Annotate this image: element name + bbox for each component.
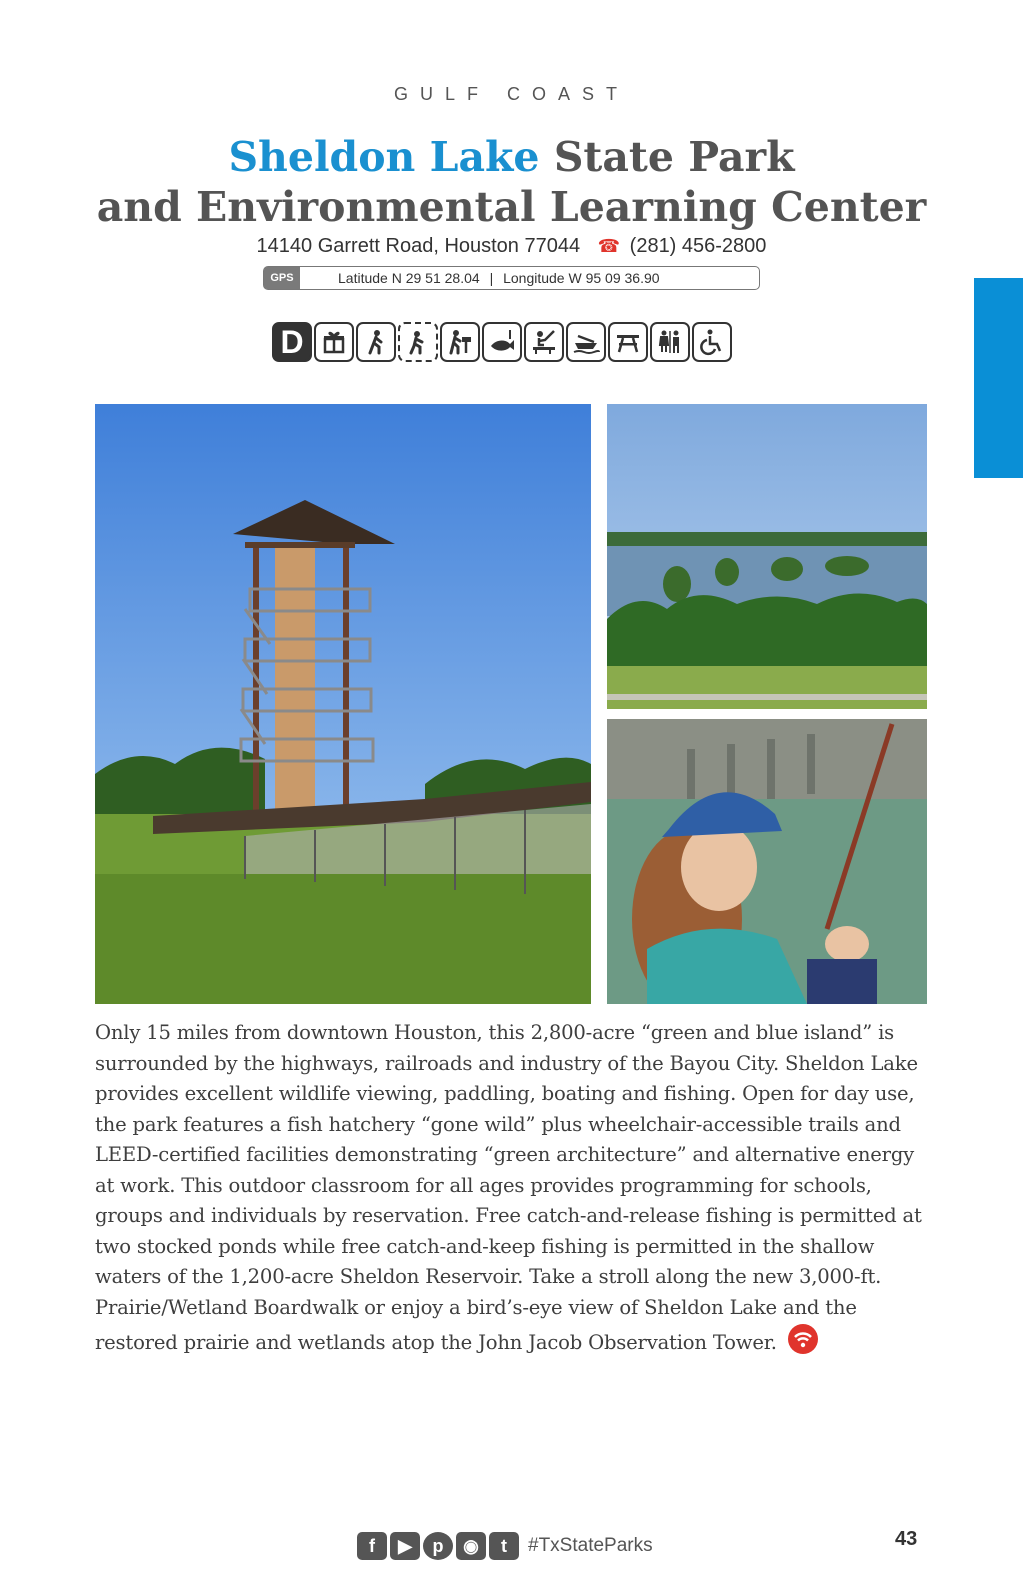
twitter-icon[interactable]: t — [489, 1532, 519, 1560]
park-description — [95, 1018, 930, 1359]
gps-separator: | — [489, 270, 494, 286]
gift-shop-icon — [314, 322, 354, 362]
gps-box — [263, 266, 760, 290]
hiking-icon — [356, 322, 396, 362]
phone-number: (281) 456-2800 — [629, 235, 767, 257]
youtube-icon[interactable]: ▶ — [390, 1532, 420, 1560]
phone-icon: ☎ — [597, 236, 621, 256]
description-text: Only 15 miles from downtown Houston, this 2,800-acre “green and blue island” is surrounded by the highways, railroads and industry of the Bayou City. Sheldon Lake provides excellent wildlife viewing, paddling, boating and fishing. Open for day use, the park features a fish hatchery “gone wild” plus wheelchair-accessible trails and LEED-certified facilities demonstrating “green architecture” and alternative energy at work. This outdoor classroom for all ages provides programming for schools, groups and individuals by reservation. Free catch-and-release fishing is permitted at two stocked ponds while free catch-and-keep fishing is permitted in the shallow waters of the 1,200-acre Sheldon Reservoir. Take a stroll along the new 3,000-ft. Prairie/Wetland Boardwalk or enjoy a bird’s-eye view of Sheldon Lake and the restored prairie and wetlands atop the John Jacob Observation Tower. — [95, 1021, 922, 1354]
title-rest: State Park — [553, 133, 795, 181]
girl-fishing-photo — [607, 719, 927, 1004]
facebook-icon[interactable]: f — [357, 1532, 387, 1560]
title-line2: and Environmental Learning Center — [96, 183, 927, 231]
gps-badge: GPS — [264, 267, 300, 289]
page-title — [0, 132, 1023, 232]
longitude: Longitude W 95 09 36.90 — [503, 270, 660, 286]
wifi-icon — [787, 1323, 819, 1355]
section-tab-marker — [974, 278, 1023, 478]
observation-tower-photo — [95, 404, 591, 1004]
pinterest-icon[interactable]: p — [423, 1532, 453, 1560]
amenity-icons — [272, 322, 732, 364]
interpretive-trail-icon — [440, 322, 480, 362]
restrooms-icon — [650, 322, 690, 362]
hashtag[interactable]: #TxStateParks — [528, 1535, 653, 1556]
day-use-icon: D — [272, 322, 312, 362]
social-links — [357, 1532, 653, 1560]
title-highlight: Sheldon Lake — [228, 133, 540, 181]
address-line — [0, 235, 1023, 258]
gps-coordinates — [338, 270, 660, 286]
accessible-icon — [692, 322, 732, 362]
lake-view-photo — [607, 404, 927, 709]
address: 14140 Garrett Road, Houston 77044 — [256, 235, 581, 257]
fishing-icon — [482, 322, 522, 362]
self-guided-trail-icon — [398, 322, 438, 362]
boating-icon — [566, 322, 606, 362]
instagram-icon[interactable]: ◉ — [456, 1532, 486, 1560]
picnic-icon — [608, 322, 648, 362]
latitude: Latitude N 29 51 28.04 — [338, 270, 480, 286]
region-label: GULF COAST — [393, 84, 629, 104]
page-number: 43 — [895, 1528, 918, 1550]
pier-fishing-icon — [524, 322, 564, 362]
